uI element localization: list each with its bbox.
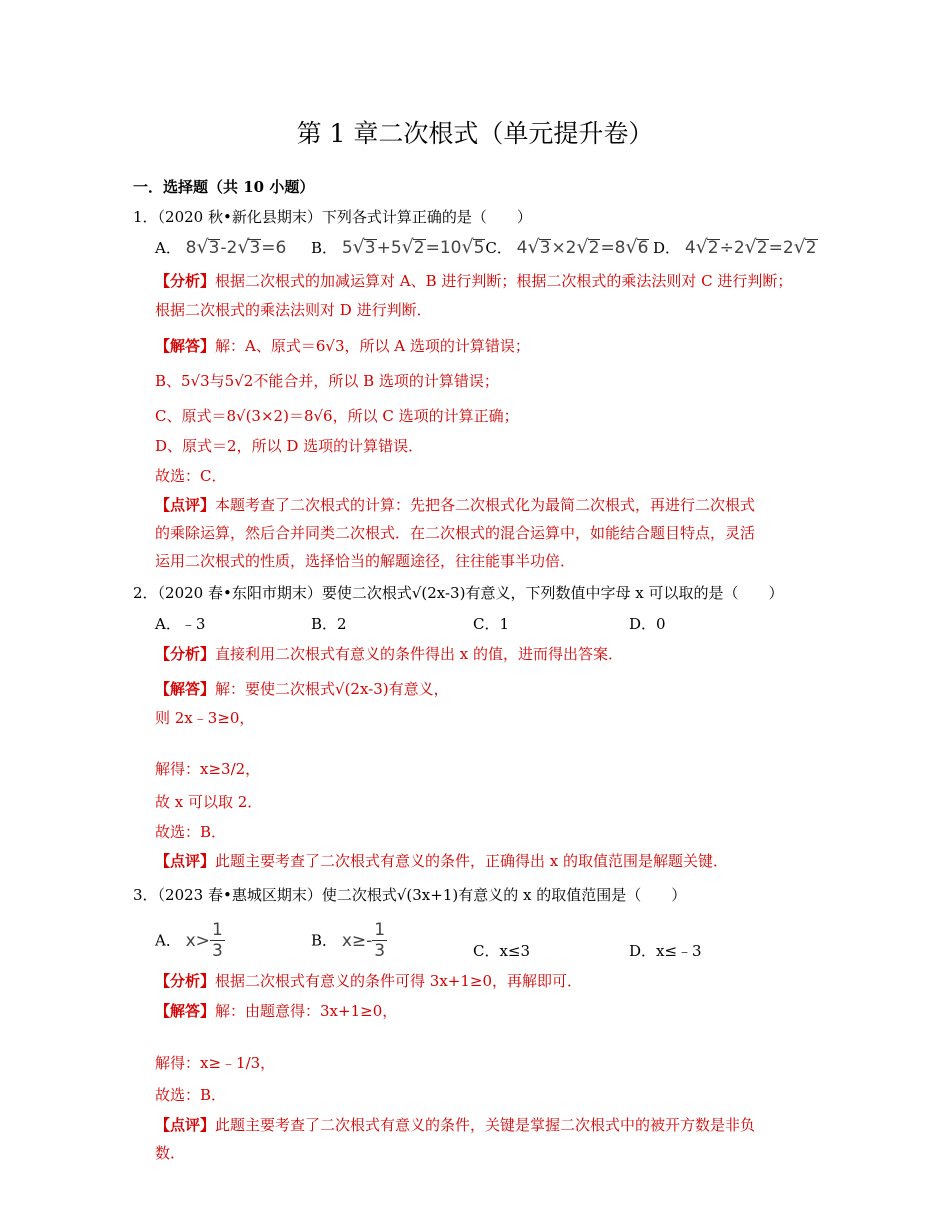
option-a-label: A． <box>155 239 181 257</box>
page-title: 第 1 章二次根式（单元提升卷） <box>296 119 654 148</box>
q2-analysis: 【分析】直接利用二次根式有意义的条件得出 x 的值，进而得出答案． <box>155 645 624 663</box>
option-b-label: B． <box>311 239 338 257</box>
question-3 <box>133 884 686 905</box>
q1-choice: 故选：C． <box>155 467 227 485</box>
q1-comment-3: 运用二次根式的性质，选择恰当的解题途径，往往能事半功倍． <box>155 552 576 570</box>
q2-answer-3: 解得：x≥3/2， <box>155 760 261 778</box>
q2-answer-2: 则 2x﹣3≥0， <box>155 709 255 727</box>
option-b-label: B． <box>311 931 338 950</box>
option-c-formula: 4√3×2√2=8√6 <box>516 236 649 258</box>
section-heading: 一．选择题（共 10 小题） <box>133 178 315 196</box>
question-stem: （2020 春•东阳市期末）要使二次根式√(2x-3)有意义，下列数值中字母 x 可以取的是（ ） <box>157 584 784 602</box>
q3-comment-2: 数． <box>155 1144 186 1162</box>
q2-comment: 【点评】此题主要考查了二次根式有意义的条件，正确得出 x 的取值范围是解题关键． <box>155 852 729 870</box>
q2-option-d: D．0 <box>629 615 666 633</box>
question-stem: （2023 春•惠城区期末）使二次根式√(3x+1)有意义的 x 的取值范围是（ ） <box>157 886 687 904</box>
option-a-label: A． <box>155 931 181 950</box>
q1-answer: 【解答】解：A、原式＝6√3，所以 A 选项的计算错误； <box>155 337 530 355</box>
q1-analysis: 【分析】根据二次根式的加减运算对 A、B 进行判断；根据二次根式的乘法法则对 C 进行判断； <box>155 272 793 290</box>
q3-option-a <box>155 920 225 961</box>
question-number: 1． <box>133 208 158 226</box>
q1-option-b <box>311 236 649 258</box>
q1-comment: 【点评】本题考查了二次根式的计算：先把各二次根式化为最简二次根式，再进行二次根式 <box>155 496 756 514</box>
question-2 <box>133 582 783 603</box>
q1-answer-b: B、5√3与5√2不能合并，所以 B 选项的计算错误； <box>155 372 499 390</box>
question-1 <box>133 206 532 227</box>
q2-option-a: A．﹣3 <box>155 615 206 633</box>
q3-choice: 故选：B． <box>155 1086 227 1104</box>
q1-options <box>155 236 286 258</box>
q3-option-b <box>311 920 387 961</box>
option-d-label: D． <box>653 239 681 257</box>
q1-option-d <box>653 236 818 258</box>
q3-answer-2: 解得：x≥﹣1/3， <box>155 1054 276 1072</box>
q3-option-d: D．x≤﹣3 <box>629 942 702 960</box>
option-c-label: C． <box>485 239 512 257</box>
question-stem: （2020 秋•新化县期末）下列各式计算正确的是（ ） <box>157 208 532 226</box>
question-number: 2． <box>133 584 158 602</box>
q2-answer: 【解答】解：要使二次根式√(2x-3)有意义， <box>155 680 449 698</box>
q1-answer-d: D、原式＝2，所以 D 选项的计算错误． <box>155 437 424 455</box>
option-a-formula: 8√3-2√3=6 <box>185 236 287 258</box>
option-d-formula: 4√2÷2√2=2√2 <box>684 236 817 258</box>
q2-option-b: B．2 <box>311 615 347 633</box>
q1-comment-2: 的乘除运算，然后合并同类二次根式．在二次根式的混合运算中，如能结合题目特点，灵活 <box>155 524 756 542</box>
q2-option-c: C．1 <box>473 615 510 633</box>
q2-choice: 故选：B． <box>155 823 227 841</box>
option-b-formula: x≥- $\frac{1}{3}$ <box>341 920 386 961</box>
q1-answer-c: C、原式＝8√(3×2)＝8√6，所以 C 选项的计算正确； <box>155 407 519 425</box>
option-b-formula: 5√3+5√2=10√5 <box>341 236 485 258</box>
q3-answer: 【解答】解：由题意得：3x+1≥0， <box>155 1002 398 1020</box>
question-number: 3． <box>133 886 158 904</box>
q2-answer-4: 故 x 可以取 2． <box>155 793 263 811</box>
q3-option-c: C．x≤3 <box>473 942 531 960</box>
q3-comment: 【点评】此题主要考查了二次根式有意义的条件，关键是掌握二次根式中的被开方数是非负 <box>155 1116 756 1134</box>
q1-analysis-cont: 根据二次根式的乘法法则对 D 进行判断． <box>155 301 432 319</box>
q3-analysis: 【分析】根据二次根式有意义的条件可得 3x+1≥0，再解即可． <box>155 972 583 990</box>
option-a-formula: x> $\frac{1}{3}$ <box>185 920 223 961</box>
